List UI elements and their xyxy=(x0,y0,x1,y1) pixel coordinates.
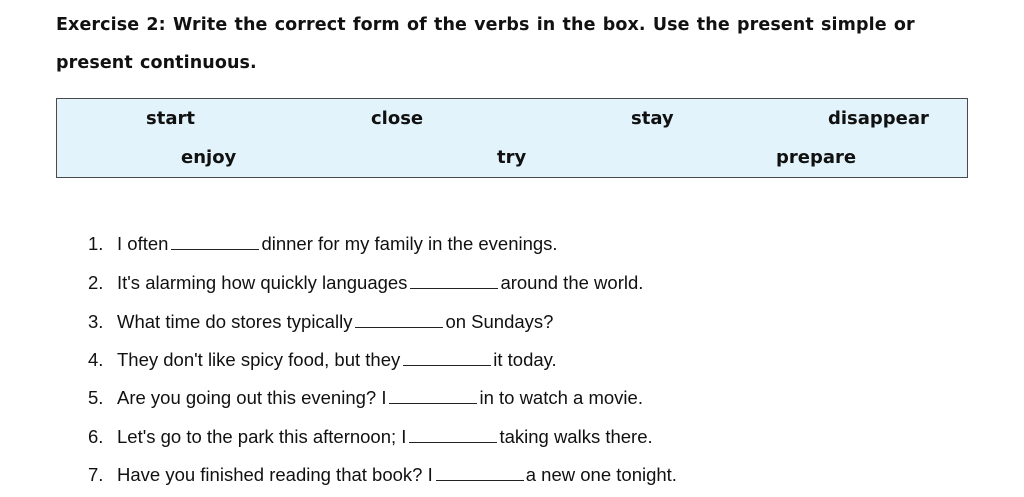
item-number: 2. xyxy=(88,272,104,293)
item-number: 6. xyxy=(88,426,104,447)
answer-blank[interactable] xyxy=(389,401,477,404)
item-text-before: I often xyxy=(117,233,169,254)
item-text-after: dinner for my family in the evenings. xyxy=(261,233,558,254)
list-item xyxy=(88,232,558,256)
item-text-before: Let's go to the park this afternoon; I xyxy=(117,426,407,447)
list-item xyxy=(88,425,653,449)
list-item xyxy=(88,310,553,334)
word-box-verb: disappear xyxy=(828,108,929,129)
item-number: 4. xyxy=(88,349,104,370)
list-item xyxy=(88,386,643,410)
item-number: 3. xyxy=(88,311,104,332)
item-text-before: It's alarming how quickly languages xyxy=(117,272,408,293)
item-text-after: around the world. xyxy=(500,272,644,293)
word-box-verb: start xyxy=(146,108,195,129)
item-text-after: on Sundays? xyxy=(445,311,554,332)
item-text-before: Have you finished reading that book? I xyxy=(117,464,433,485)
answer-blank[interactable] xyxy=(171,247,259,250)
verb-word-box xyxy=(56,98,968,178)
answer-blank[interactable] xyxy=(403,363,491,366)
item-text-after: in to watch a movie. xyxy=(479,387,643,408)
item-text-before: What time do stores typically xyxy=(117,311,353,332)
answer-blank[interactable] xyxy=(436,478,524,481)
word-box-verb: enjoy xyxy=(181,147,237,168)
item-text-before: They don't like spicy food, but they xyxy=(117,349,401,370)
item-text-after: it today. xyxy=(493,349,557,370)
answer-blank[interactable] xyxy=(355,325,443,328)
exercise-title: Exercise 2: Write the correct form of the verbs in the box. Use the present simple or present continuous. xyxy=(56,15,915,73)
word-box-verb: stay xyxy=(631,108,674,129)
list-item xyxy=(88,348,557,372)
list-item xyxy=(88,463,677,487)
answer-blank[interactable] xyxy=(410,286,498,289)
answer-blank[interactable] xyxy=(409,440,497,443)
item-text-before: Are you going out this evening? I xyxy=(117,387,387,408)
item-text-after: a new one tonight. xyxy=(525,464,677,485)
item-number: 5. xyxy=(88,387,104,408)
item-number: 1. xyxy=(88,233,104,254)
word-box-verb: try xyxy=(497,147,527,168)
item-text-after: taking walks there. xyxy=(499,426,653,447)
item-number: 7. xyxy=(88,464,104,485)
word-box-verb: close xyxy=(371,108,424,129)
word-box-verb: prepare xyxy=(776,147,857,168)
list-item xyxy=(88,271,643,295)
